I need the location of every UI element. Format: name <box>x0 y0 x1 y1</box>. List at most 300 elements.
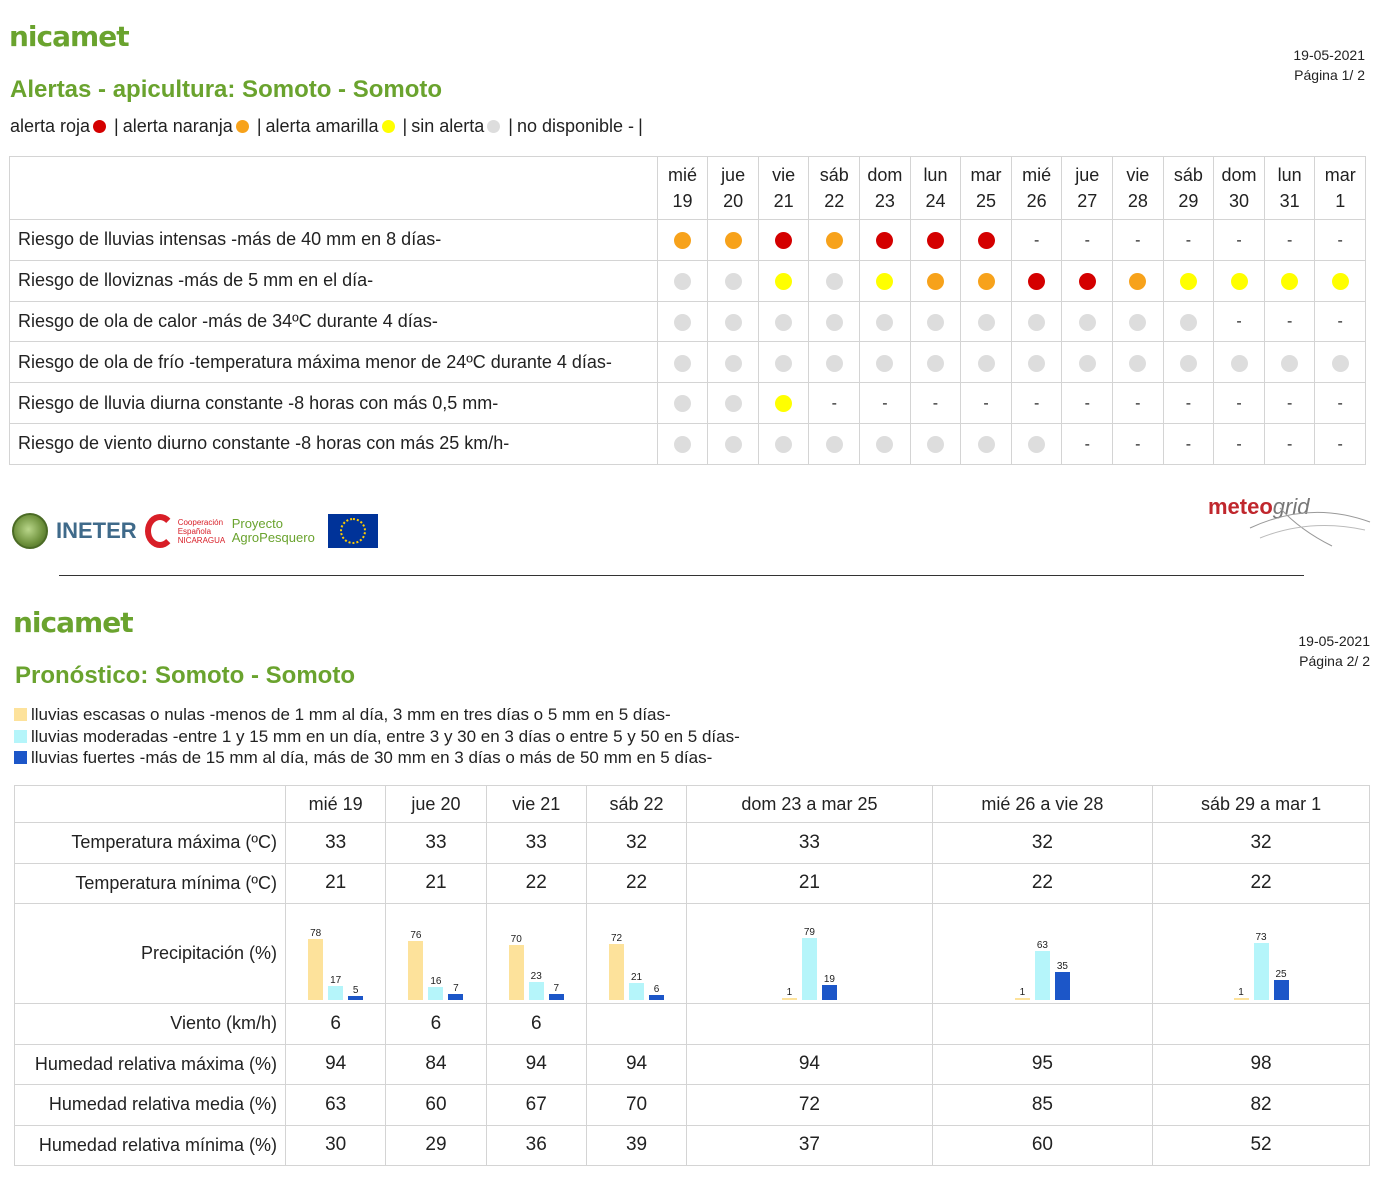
alert-cell <box>860 260 911 301</box>
no-alert-dot-icon <box>1180 355 1197 372</box>
humidity-max-value: 94 <box>486 1044 586 1085</box>
bar-value-label: 17 <box>330 975 342 987</box>
no-alert-dot-icon <box>1028 314 1045 331</box>
not-available-marker: - <box>1337 313 1343 331</box>
alert-legend: alerta roja | alerta naranja | alerta amarilla | sin alerta | no disponible - | <box>10 116 643 136</box>
cooperacion-logo <box>145 514 224 548</box>
alert-cell <box>809 220 860 261</box>
alerts-header-row <box>10 157 1366 220</box>
rain-legend <box>14 704 740 769</box>
no-alert-dot-icon <box>876 436 893 453</box>
wind-value <box>586 1004 686 1045</box>
no-alert-dot-icon <box>775 314 792 331</box>
temp-min-value: 21 <box>687 863 933 904</box>
day-name: dom <box>867 165 903 185</box>
temp-min-value: 22 <box>1153 863 1370 904</box>
forecast-table <box>14 785 1370 1166</box>
meteogrid-logo-b: grid <box>1272 494 1310 519</box>
orange-alert-dot-icon <box>725 232 742 249</box>
day-header <box>1315 157 1366 220</box>
bar-value-label: 1 <box>1238 986 1244 998</box>
moderate-rain-bar <box>802 927 817 999</box>
alert-cell <box>708 342 759 383</box>
yellow-alert-dot-icon <box>1281 273 1298 290</box>
alert-cell <box>1113 383 1164 424</box>
humidity-max-value: 95 <box>932 1044 1152 1085</box>
alert-cell <box>1214 260 1265 301</box>
not-available-marker: - <box>932 394 939 412</box>
alert-cell <box>1163 220 1214 261</box>
day-header <box>1214 157 1265 220</box>
light-rain-bar <box>1234 986 1249 1000</box>
heavy-rain-swatch-icon <box>14 751 27 764</box>
precip-bars <box>1153 908 1369 1000</box>
moderate-rain-bar <box>428 976 443 999</box>
not-available-marker: - <box>1033 231 1040 249</box>
precip-bars <box>386 908 485 1000</box>
alert-cell <box>1011 260 1062 301</box>
humidity-max-value: 94 <box>286 1044 386 1085</box>
precip-cell <box>1153 904 1370 1004</box>
humidity-max-row <box>15 1044 1370 1085</box>
period-header: sáb 29 a mar 1 <box>1153 786 1370 823</box>
alert-cell <box>1011 220 1062 261</box>
alert-row-label: Riesgo de ola de frío -temperatura máxima menor de 24ºC durante 4 días- <box>10 342 658 383</box>
temp-min-row <box>15 863 1370 904</box>
bar-value-label: 79 <box>803 927 815 939</box>
alert-cell <box>961 220 1012 261</box>
not-available-marker: - <box>882 394 888 412</box>
humidity-min-value: 29 <box>386 1125 486 1166</box>
day-header <box>1062 157 1113 220</box>
no-alert-dot-icon <box>876 355 893 372</box>
no-alert-dot-icon <box>1180 314 1197 331</box>
humidity-mean-value: 82 <box>1153 1085 1370 1126</box>
alert-cell <box>1163 260 1214 301</box>
alert-row <box>10 342 1366 383</box>
alert-cell <box>809 260 860 301</box>
forecast-header-blank <box>15 786 286 823</box>
alert-cell <box>1315 342 1366 383</box>
alert-row <box>10 423 1366 464</box>
legend-orange-label: alerta naranja <box>122 116 233 136</box>
report-date-2: 19-05-2021 <box>1298 633 1370 649</box>
forecast-header-row <box>15 786 1370 823</box>
day-name: mar <box>1324 165 1356 185</box>
no-alert-dot-icon <box>1332 355 1349 372</box>
page-meta <box>1200 45 1365 85</box>
day-number: 25 <box>976 191 997 211</box>
light-rain-bar <box>408 929 423 1000</box>
red-alert-dot-icon <box>775 232 792 249</box>
humidity-max-value: 84 <box>386 1044 486 1085</box>
light-rain-bar <box>609 932 624 1000</box>
precip-bars <box>487 908 586 1000</box>
no-alert-dot-icon <box>978 355 995 372</box>
day-name: sáb <box>1173 165 1203 185</box>
temp-min-value: 22 <box>932 863 1152 904</box>
day-name: mar <box>970 165 1002 185</box>
alert-cell <box>1264 383 1315 424</box>
alert-cell <box>1214 220 1265 261</box>
alert-cell <box>860 383 911 424</box>
alert-cell <box>758 301 809 342</box>
alert-cell <box>1113 220 1164 261</box>
precip-bars <box>933 908 1152 1000</box>
alert-cell <box>758 260 809 301</box>
no-alert-dot-icon <box>1129 314 1146 331</box>
bar-value-label: 23 <box>530 970 542 982</box>
day-header <box>708 157 759 220</box>
bar-value-label: 35 <box>1056 961 1068 973</box>
no-alert-dot-icon <box>927 314 944 331</box>
humidity-min-row <box>15 1125 1370 1166</box>
alert-cell <box>961 301 1012 342</box>
bar-value-label: 1 <box>786 986 793 998</box>
temp-max-value: 33 <box>386 823 486 864</box>
day-name: lun <box>1277 165 1302 185</box>
alert-cell <box>1163 301 1214 342</box>
legend-red-label: alerta roja <box>10 116 91 136</box>
moderate-rain-bar <box>629 972 644 999</box>
no-alert-dot-icon <box>674 395 691 412</box>
temp-max-value: 33 <box>286 823 386 864</box>
not-available-marker: - <box>1084 231 1090 249</box>
humidity-max-value: 94 <box>586 1044 686 1085</box>
legend-moderate-rain <box>14 726 740 748</box>
day-number: 27 <box>1077 191 1098 211</box>
alert-cell <box>708 220 759 261</box>
wind-row <box>15 1004 1370 1045</box>
precip-bars <box>687 908 932 1000</box>
page-meta-2 <box>1205 631 1370 671</box>
bar-value-label: 6 <box>653 983 660 995</box>
alert-cell <box>1315 220 1366 261</box>
humidity-mean-value: 85 <box>932 1085 1152 1126</box>
yellow-alert-dot-icon <box>1332 273 1349 290</box>
alert-cell <box>708 260 759 301</box>
day-number: 19 <box>672 191 693 211</box>
light-rain-bar <box>1015 986 1030 1000</box>
period-header: vie 21 <box>486 786 586 823</box>
alert-cell <box>1113 260 1164 301</box>
alert-cell <box>1163 383 1214 424</box>
legend-light-rain <box>14 704 740 726</box>
alert-cell <box>708 423 759 464</box>
humidity-min-value: 39 <box>586 1125 686 1166</box>
alert-cell <box>809 342 860 383</box>
humidity-min-value: 60 <box>932 1125 1152 1166</box>
red-alert-dot-icon <box>1079 273 1096 290</box>
alert-cell <box>1264 301 1315 342</box>
precip-bars <box>587 908 686 1000</box>
precip-bars <box>286 908 385 1000</box>
yellow-alert-dot-icon <box>1180 273 1197 290</box>
cooperacion-text: Cooperación Española NICARAGUA <box>177 517 226 545</box>
day-name: sáb <box>819 165 849 185</box>
day-name: vie <box>772 165 796 185</box>
no-alert-dot-icon <box>1028 355 1045 372</box>
bar-value-label: 7 <box>453 983 459 995</box>
meteogrid-logo-a: meteo <box>1208 494 1273 519</box>
alert-cell <box>809 423 860 464</box>
wind-value: 6 <box>486 1004 586 1045</box>
precip-cell <box>386 904 486 1004</box>
no-alert-dot-icon <box>826 273 843 290</box>
light-rain-bar <box>782 986 797 1000</box>
report-date: 19-05-2021 <box>1293 47 1365 63</box>
humidity-max-value: 98 <box>1153 1044 1370 1085</box>
alert-row <box>10 260 1366 301</box>
alert-row <box>10 220 1366 261</box>
alert-cell <box>1113 423 1164 464</box>
heavy-rain-bar <box>549 983 564 999</box>
moderate-rain-swatch-icon <box>14 730 27 743</box>
no-alert-dot-icon <box>674 273 691 290</box>
not-available-marker: - <box>1185 394 1192 412</box>
not-available-marker: - <box>1135 231 1141 249</box>
legend-heavy-rain-label: lluvias fuertes -más de 15 mm al día, más de 30 mm en 3 días o más de 50 mm en 5 días- <box>31 748 713 767</box>
no-alert-dot-icon <box>725 436 742 453</box>
red-alert-dot-icon <box>1028 273 1045 290</box>
no-alert-dot-icon <box>978 314 995 331</box>
day-header <box>860 157 911 220</box>
alert-cell <box>1062 220 1113 261</box>
day-number: 20 <box>723 191 744 211</box>
precip-cell <box>486 904 586 1004</box>
precip-cell <box>586 904 686 1004</box>
bar-value-label: 72 <box>610 932 623 944</box>
day-header <box>1264 157 1315 220</box>
alert-cell <box>1062 342 1113 383</box>
day-header <box>910 157 961 220</box>
nicamet-logo: nicamet <box>9 20 129 53</box>
bar-value-label: 16 <box>430 976 442 988</box>
page-number: Página 1/ 2 <box>1294 67 1365 83</box>
day-name: jue <box>1075 165 1100 185</box>
not-available-marker: - <box>1286 313 1293 331</box>
yellow-alert-dot-icon <box>775 273 792 290</box>
meteogrid-arc-icon <box>1240 500 1375 550</box>
red-alert-dot-icon <box>978 232 995 249</box>
light-rain-bar <box>509 934 524 999</box>
moderate-rain-bar <box>1035 939 1050 1000</box>
forecast-title: Pronóstico: Somoto - Somoto <box>15 662 355 689</box>
humidity-mean-label: Humedad relativa media (%) <box>15 1085 286 1126</box>
not-available-marker: - <box>1236 435 1242 453</box>
humidity-min-value: 52 <box>1153 1125 1370 1166</box>
no-alert-dot-icon <box>775 355 792 372</box>
wind-value: 6 <box>286 1004 386 1045</box>
heavy-rain-bar <box>448 983 463 999</box>
alert-cell <box>910 220 961 261</box>
day-name: mié <box>1022 165 1052 185</box>
alert-cell <box>758 383 809 424</box>
day-name: lun <box>923 165 948 185</box>
alert-cell <box>657 260 708 301</box>
day-header <box>961 157 1012 220</box>
alert-cell <box>860 301 911 342</box>
day-number: 22 <box>824 191 845 211</box>
temp-max-value: 32 <box>932 823 1152 864</box>
orange-alert-dot-icon <box>927 273 944 290</box>
alert-cell <box>1011 383 1062 424</box>
not-available-marker: - <box>1084 394 1090 412</box>
yellow-alert-dot-icon <box>1231 273 1248 290</box>
day-header <box>1113 157 1164 220</box>
wind-label: Viento (km/h) <box>15 1004 286 1045</box>
precip-cell <box>932 904 1152 1004</box>
humidity-mean-value: 60 <box>386 1085 486 1126</box>
period-header: mié 26 a vie 28 <box>932 786 1152 823</box>
alert-row-label: Riesgo de ola de calor -más de 34ºC durante 4 días- <box>10 301 658 342</box>
alert-cell <box>758 342 809 383</box>
yellow-dot-icon <box>382 120 395 133</box>
bar-value-label: 63 <box>1036 939 1048 951</box>
alert-row-label: Riesgo de viento diurno constante -8 horas con más 25 km/h- <box>10 423 658 464</box>
no-alert-dot-icon <box>725 314 742 331</box>
not-available-marker: - <box>1236 313 1242 331</box>
alert-cell <box>1315 260 1366 301</box>
alert-cell <box>708 383 759 424</box>
day-name: jue <box>721 165 746 185</box>
no-alert-dot-icon <box>826 314 843 331</box>
alert-row-label: Riesgo de lluvia diurna constante -8 horas con más 0,5 mm- <box>10 383 658 424</box>
humidity-min-label: Humedad relativa mínima (%) <box>15 1125 286 1166</box>
humidity-max-value: 94 <box>687 1044 933 1085</box>
temp-min-value: 21 <box>386 863 486 904</box>
no-alert-dot-icon <box>674 314 691 331</box>
alerts-table <box>9 156 1366 465</box>
temp-max-value: 32 <box>586 823 686 864</box>
not-available-marker: - <box>1337 435 1343 453</box>
wind-value <box>687 1004 933 1045</box>
alert-cell <box>657 220 708 261</box>
temp-max-value: 32 <box>1153 823 1370 864</box>
alert-cell <box>1062 423 1113 464</box>
orange-alert-dot-icon <box>826 232 843 249</box>
period-header: sáb 22 <box>586 786 686 823</box>
red-dot-icon <box>93 120 106 133</box>
heavy-rain-bar <box>348 984 363 1000</box>
alert-cell <box>1264 342 1315 383</box>
no-alert-dot-icon <box>1028 436 1045 453</box>
humidity-mean-value: 72 <box>687 1085 933 1126</box>
bar-value-label: 73 <box>1255 931 1267 943</box>
yellow-alert-dot-icon <box>876 273 893 290</box>
alert-cell <box>1011 342 1062 383</box>
no-alert-dot-icon <box>978 436 995 453</box>
alert-cell <box>1011 423 1062 464</box>
humidity-mean-value: 63 <box>286 1085 386 1126</box>
alert-cell <box>1214 342 1265 383</box>
no-alert-dot-icon <box>1129 355 1146 372</box>
bar-value-label: 25 <box>1275 969 1287 981</box>
alert-cell <box>809 383 860 424</box>
not-available-marker: - <box>1337 231 1343 249</box>
wind-value <box>1153 1004 1370 1045</box>
alert-cell <box>1315 301 1366 342</box>
alert-cell <box>758 423 809 464</box>
alert-cell <box>1214 301 1265 342</box>
alert-cell <box>657 301 708 342</box>
bar-value-label: 19 <box>823 973 835 985</box>
alert-cell <box>657 342 708 383</box>
alert-row-label: Riesgo de lluvias intensas -más de 40 mm en 8 días- <box>10 220 658 261</box>
no-alert-dot-icon <box>826 436 843 453</box>
legend-na-label: no disponible - <box>516 116 635 136</box>
no-alert-dot-icon <box>1079 314 1096 331</box>
day-name: mié <box>667 165 697 185</box>
nicamet-logo-2: nicamet <box>13 606 133 639</box>
legend-light-rain-label: lluvias escasas o nulas -menos de 1 mm al día, 3 mm en tres días o 5 mm en 5 días- <box>31 705 671 724</box>
grey-dot-icon <box>487 120 500 133</box>
moderate-rain-bar <box>328 975 343 999</box>
partner-logos <box>12 510 378 552</box>
page-divider <box>59 575 1304 576</box>
red-alert-dot-icon <box>927 232 944 249</box>
orange-alert-dot-icon <box>674 232 691 249</box>
orange-alert-dot-icon <box>1129 273 1146 290</box>
alert-cell <box>860 423 911 464</box>
humidity-mean-row <box>15 1085 1370 1126</box>
day-number: 1 <box>1335 191 1346 211</box>
period-header: jue 20 <box>386 786 486 823</box>
alert-row <box>10 301 1366 342</box>
ineter-globe-icon <box>12 513 48 549</box>
no-alert-dot-icon <box>927 436 944 453</box>
agropesquero-logo: Proyecto AgroPesquero <box>231 516 315 545</box>
heavy-rain-bar <box>822 973 837 1000</box>
no-alert-dot-icon <box>725 395 742 412</box>
not-available-marker: - <box>1337 394 1343 412</box>
orange-alert-dot-icon <box>978 273 995 290</box>
humidity-min-value: 36 <box>486 1125 586 1166</box>
day-number: 31 <box>1279 191 1300 211</box>
day-number: 28 <box>1127 191 1148 211</box>
not-available-marker: - <box>1185 435 1192 453</box>
alert-cell <box>1315 383 1366 424</box>
not-available-marker: - <box>1236 231 1242 249</box>
yellow-alert-dot-icon <box>775 395 792 412</box>
temp-max-label: Temperatura máxima (ºC) <box>15 823 286 864</box>
not-available-marker: - <box>983 394 989 412</box>
no-alert-dot-icon <box>1281 355 1298 372</box>
day-name: dom <box>1221 165 1257 185</box>
no-alert-dot-icon <box>674 436 691 453</box>
not-available-marker: - <box>1286 394 1293 412</box>
cooperacion-c-icon <box>145 514 175 548</box>
orange-dot-icon <box>236 120 249 133</box>
not-available-marker: - <box>1135 435 1141 453</box>
alert-cell <box>1062 383 1113 424</box>
not-available-marker: - <box>1135 394 1141 412</box>
no-alert-dot-icon <box>1231 355 1248 372</box>
humidity-min-value: 37 <box>687 1125 933 1166</box>
legend-heavy-rain <box>14 747 740 769</box>
day-header <box>1011 157 1062 220</box>
day-number: 30 <box>1229 191 1250 211</box>
alert-cell <box>1264 260 1315 301</box>
moderate-rain-bar <box>529 970 544 1000</box>
ineter-logo: INETER <box>56 518 137 543</box>
alert-cell <box>1011 301 1062 342</box>
temp-min-value: 22 <box>586 863 686 904</box>
heavy-rain-bar <box>1055 961 1070 999</box>
wind-value: 6 <box>386 1004 486 1045</box>
bar-value-label: 5 <box>352 984 359 996</box>
alert-cell <box>860 220 911 261</box>
